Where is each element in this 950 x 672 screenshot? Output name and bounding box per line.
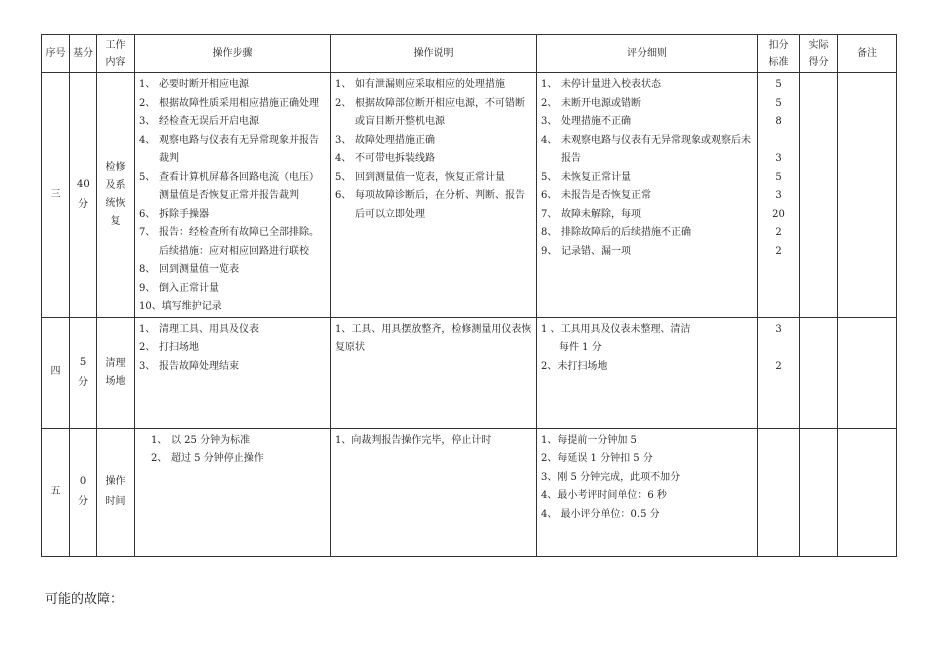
list-item xyxy=(541,113,753,132)
item-number: 5、 xyxy=(139,171,156,183)
row-criteria xyxy=(537,428,758,556)
item-number: 8、 xyxy=(541,227,558,238)
deduct-value: 20 xyxy=(772,208,785,220)
header-row xyxy=(42,35,897,73)
item-number: 2、 xyxy=(139,342,156,353)
row-steps xyxy=(135,428,331,556)
deduct-value: 3 xyxy=(775,190,782,201)
criteria-line: 3、刚 5 分钟完成，此项不加分 xyxy=(541,471,681,483)
row-work: 检修及系统恢复 xyxy=(97,73,135,318)
deduct-list xyxy=(758,318,799,377)
list-item xyxy=(541,132,753,169)
criteria-text xyxy=(537,429,757,525)
item-number: 1、 xyxy=(139,79,156,90)
row-base: 5分 xyxy=(70,317,97,428)
item-text: 报告：经检查所有故障已全部排除。后续措施：应对相应回路进行联校 xyxy=(159,227,319,257)
header-actual: 实际得分 xyxy=(800,35,838,73)
deduct-value xyxy=(758,339,799,358)
list-item xyxy=(335,169,532,188)
item-number: 3、 xyxy=(541,116,558,127)
desc-text: 1、向裁判报告操作完毕，停止计时 xyxy=(335,434,492,446)
item-number: 10、 xyxy=(139,301,162,312)
table-row xyxy=(42,317,897,428)
criteria-line: 4、最小考评时间单位：6 秒 xyxy=(541,490,667,501)
row-criteria xyxy=(537,73,758,318)
steps-list xyxy=(135,73,330,317)
item-number: 6、 xyxy=(335,190,352,201)
deduct-value: 5 xyxy=(775,97,782,109)
list-item xyxy=(541,187,753,206)
item-number: 2、 xyxy=(541,97,558,109)
item-text: 未观察电路与仪表有无异常现象或观察后未报告 xyxy=(561,134,751,164)
row-note xyxy=(838,317,897,428)
list-item xyxy=(541,76,753,95)
row-actual xyxy=(800,317,838,428)
item-text: 回到测量值一览表，恢复正常计量 xyxy=(355,171,505,183)
list-item xyxy=(139,339,326,358)
item-text: 未断开电源或错断 xyxy=(561,97,641,109)
item-text: 处理措施不正确 xyxy=(561,116,631,127)
row-note xyxy=(838,73,897,318)
footer-heading: 可能的故障： xyxy=(45,592,124,607)
list-item xyxy=(139,358,326,377)
row-seq: 四 xyxy=(42,317,70,428)
header-desc: 操作说明 xyxy=(331,35,537,73)
criteria-line: 4、 最小评分单位：0.5 分 xyxy=(541,508,660,520)
item-number: 2、 xyxy=(335,97,352,109)
item-text: 回到测量值一览表 xyxy=(159,264,239,275)
item-text: 每项故障诊断后，在分析、判断、报告后可以立即处理 xyxy=(355,190,525,220)
header-seq: 序号 xyxy=(42,35,70,73)
item-number: 4、 xyxy=(139,134,156,146)
list-item xyxy=(139,298,326,317)
item-number: 1、 xyxy=(139,323,156,335)
item-number: 6、 xyxy=(541,190,558,201)
row-work: 清理场地 xyxy=(97,317,135,428)
row-desc xyxy=(331,428,537,556)
item-number: 5、 xyxy=(335,171,352,183)
header-work: 工作内容 xyxy=(97,35,135,73)
row-seq: 三 xyxy=(42,73,70,318)
row-steps xyxy=(135,317,331,428)
deduct-value: 3 xyxy=(775,153,782,164)
item-number: 4、 xyxy=(541,134,558,146)
item-text: 如有泄漏则应采取相应的处理措施 xyxy=(355,79,505,90)
list-item xyxy=(335,76,532,95)
row-base: 0分 xyxy=(70,428,97,556)
criteria-line: 2、未打扫场地 xyxy=(541,360,608,372)
table-row xyxy=(42,73,897,318)
item-text: 根据故障性质采用相应措施正确处理 xyxy=(159,97,319,109)
item-number: 7、 xyxy=(139,227,156,238)
item-number: 9、 xyxy=(139,282,156,294)
item-text: 根据故障部位断开相应电源，不可错断或盲目断开整机电源 xyxy=(355,97,525,127)
deduct-value: 2 xyxy=(775,245,782,257)
item-text: 记录错、漏一项 xyxy=(561,245,631,257)
list-item xyxy=(139,95,326,114)
header-steps: 操作步骤 xyxy=(135,35,331,73)
item-text: 经检查无误后开启电源 xyxy=(159,116,259,127)
item-text: 超过 5 分钟停止操作 xyxy=(171,453,264,464)
criteria-text xyxy=(537,318,757,377)
item-text: 清理工具、用具及仪表 xyxy=(159,323,259,335)
item-text: 查看计算机屏幕各回路电流（电压）测量值是否恢复正常并报告裁判 xyxy=(159,171,319,201)
item-number: 7、 xyxy=(541,208,558,220)
row-work: 操作时间 xyxy=(97,428,135,556)
table-row xyxy=(42,428,897,556)
list-item xyxy=(139,280,326,299)
list-item xyxy=(139,169,326,206)
item-text: 倒入正常计量 xyxy=(159,282,219,294)
list-item xyxy=(335,132,532,151)
list-item xyxy=(139,224,326,261)
item-number: 2、 xyxy=(139,97,156,109)
list-item xyxy=(541,206,753,225)
item-text: 排除故障后的后续措施不正确 xyxy=(561,227,691,238)
item-number: 2、 xyxy=(151,453,168,464)
item-number: 5、 xyxy=(541,171,558,183)
item-text: 拆除手操器 xyxy=(159,208,209,220)
desc-text: 1、工具、用具摆放整齐，检修测量用仪表恢复原状 xyxy=(335,323,532,353)
list-item xyxy=(139,113,326,132)
list-item xyxy=(335,187,532,224)
scoring-table xyxy=(41,34,897,557)
deduct-list xyxy=(758,73,799,261)
item-text: 不可带电拆装线路 xyxy=(355,153,435,164)
list-item xyxy=(139,321,326,340)
row-actual xyxy=(800,428,838,556)
row-deduct xyxy=(758,428,800,556)
deduct-value: 3 xyxy=(775,323,782,335)
item-number: 3、 xyxy=(335,134,352,146)
item-number: 4、 xyxy=(335,153,352,164)
list-item xyxy=(541,95,753,114)
list-item xyxy=(541,243,753,262)
item-number: 1、 xyxy=(541,79,558,90)
item-number: 1、 xyxy=(335,79,352,90)
row-deduct xyxy=(758,317,800,428)
deduct-value xyxy=(758,132,799,151)
row-deduct xyxy=(758,73,800,318)
item-text: 报告故障处理结束 xyxy=(159,360,239,372)
list-item xyxy=(541,169,753,188)
row-base: 40分 xyxy=(70,73,97,318)
row-desc xyxy=(331,73,537,318)
item-number: 9、 xyxy=(541,245,558,257)
header-criteria: 评分细则 xyxy=(537,35,758,73)
row-seq: 五 xyxy=(42,428,70,556)
row-criteria xyxy=(537,317,758,428)
list-item xyxy=(139,132,326,169)
criteria-list xyxy=(537,73,757,261)
row-note xyxy=(838,428,897,556)
criteria-line: 每件 1 分 xyxy=(559,342,602,353)
row-steps xyxy=(135,73,331,318)
item-text: 以 25 分钟为标准 xyxy=(171,434,251,446)
header-deduct: 扣分标准 xyxy=(758,35,800,73)
header-note: 备注 xyxy=(838,35,897,73)
item-number: 8、 xyxy=(139,264,156,275)
criteria-line: 1 、工具用具及仪表未整理、清洁 xyxy=(541,323,691,335)
item-number: 3、 xyxy=(139,116,156,127)
steps-list xyxy=(135,318,330,377)
deduct-value: 2 xyxy=(775,360,782,372)
list-item xyxy=(151,450,326,469)
criteria-line: 2、每延误 1 分钟扣 5 分 xyxy=(541,453,653,464)
list-item xyxy=(139,76,326,95)
row-desc xyxy=(331,317,537,428)
item-text: 未停计量进入校表状态 xyxy=(561,79,661,90)
desc-list xyxy=(331,73,536,224)
list-item xyxy=(541,224,753,243)
item-text: 打扫场地 xyxy=(159,342,199,353)
list-item xyxy=(151,432,326,451)
item-number: 1、 xyxy=(151,434,168,446)
item-text: 未报告是否恢复正常 xyxy=(561,190,651,201)
row-actual xyxy=(800,73,838,318)
list-item xyxy=(139,206,326,225)
header-base: 基分 xyxy=(70,35,97,73)
criteria-line: 1、每提前一分钟加 5 xyxy=(541,434,637,446)
list-item xyxy=(335,150,532,169)
deduct-value: 8 xyxy=(775,116,782,127)
deduct-value: 2 xyxy=(775,227,782,238)
list-item xyxy=(335,95,532,132)
item-text: 必要时断开相应电源 xyxy=(159,79,249,90)
deduct-value: 5 xyxy=(775,79,782,90)
steps-list xyxy=(135,429,330,469)
item-number: 6、 xyxy=(139,208,156,220)
item-text: 故障处理措施正确 xyxy=(355,134,435,146)
item-text: 未恢复正常计量 xyxy=(561,171,631,183)
item-number: 3、 xyxy=(139,360,156,372)
item-text: 填写维护记录 xyxy=(161,301,222,312)
item-text: 故障未解除，每项 xyxy=(561,208,641,220)
list-item xyxy=(139,261,326,280)
deduct-value: 5 xyxy=(775,171,782,183)
item-text: 观察电路与仪表有无异常现象并报告裁判 xyxy=(159,134,319,164)
